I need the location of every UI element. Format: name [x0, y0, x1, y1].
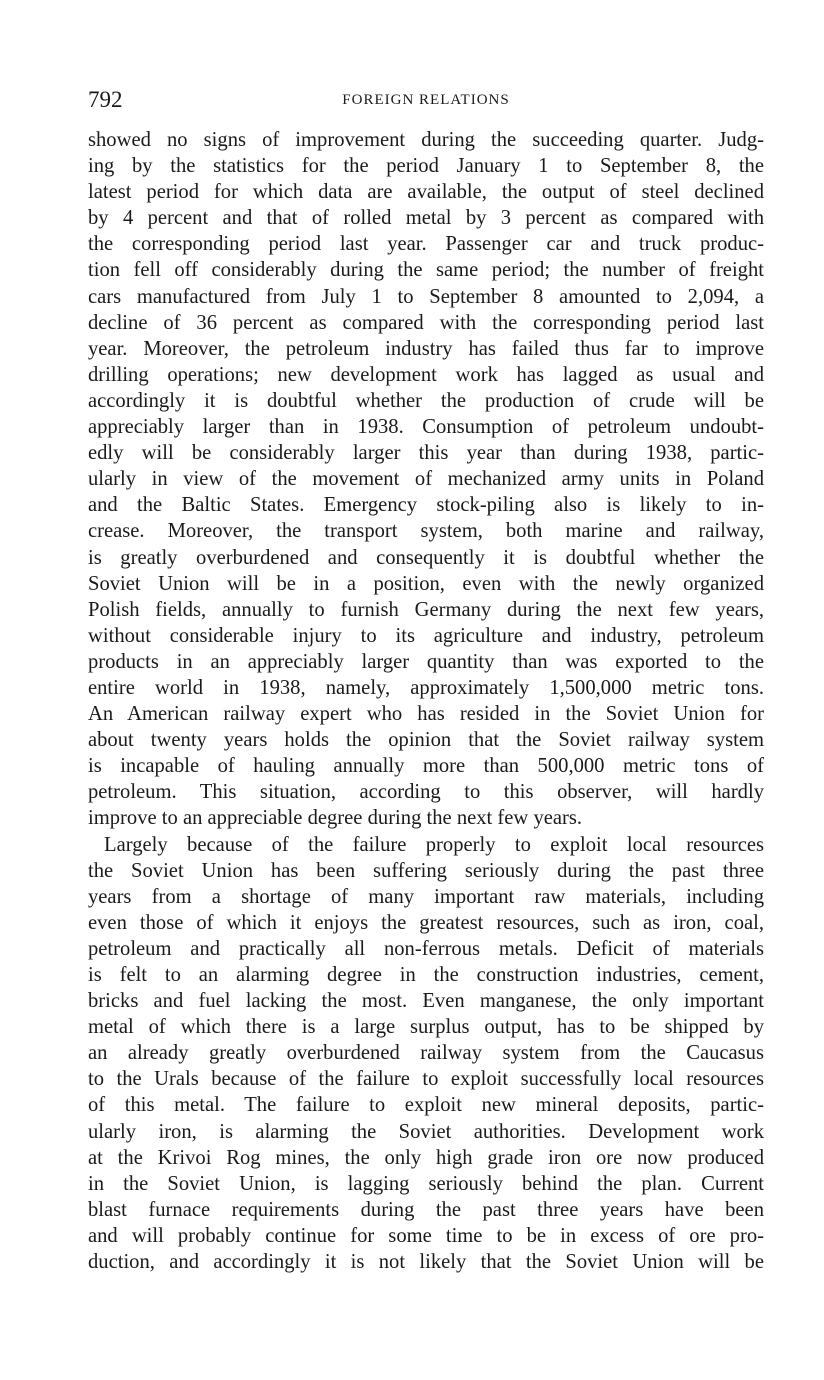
text-line: about twenty years holds the opinion that the Soviet railway system — [88, 729, 764, 752]
page-number: 792 — [88, 87, 123, 112]
text-line: improve to an appreciable degree during the next few years. — [88, 807, 583, 830]
text-line: metal of which there is a large surplus output, has to be shipped by — [88, 1016, 764, 1039]
text-line: edly will be considerably larger this year than during 1938, partic- — [88, 442, 764, 465]
text-line: showed no signs of improvement during the succeeding quarter. Judg- — [88, 129, 764, 151]
text-line: the corresponding period last year. Passenger car and truck produc- — [88, 233, 764, 256]
text-line: duction, and accordingly it is not likely that the Soviet Union will be — [88, 1251, 764, 1274]
text-line: is incapable of hauling annually more than 500,000 metric tons of — [88, 755, 764, 778]
text-line: even those of which it enjoys the greatest resources, such as iron, coal, — [88, 911, 764, 934]
text-line: products in an appreciably larger quantity than was exported to the — [88, 650, 764, 673]
text-line: the Soviet Union has been suffering seriously during the past three — [88, 859, 764, 882]
text-line: without considerable injury to its agriculture and industry, petroleum — [88, 624, 764, 647]
text-line: Soviet Union will be in a position, even with the newly organized — [88, 572, 764, 595]
text-line: latest period for which data are available, the output of steel declined — [88, 181, 764, 204]
text-line: decline of 36 percent as compared with the corresponding period last — [88, 311, 764, 334]
text-line: An American railway expert who has resided in the Soviet Union for — [88, 703, 764, 726]
text-line: years from a shortage of many important raw materials, including — [88, 885, 764, 908]
text-line: in the Soviet Union, is lagging seriously behind the plan. Current — [88, 1172, 764, 1195]
text-line: ing by the statistics for the period January 1 to September 8, the — [88, 155, 764, 178]
paragraph-1 — [88, 127, 764, 832]
text-line: entire world in 1938, namely, approximately 1,500,000 metric tons. — [88, 676, 764, 699]
paragraph-2 — [88, 832, 764, 1276]
text-line: appreciably larger than in 1938. Consumption of petroleum undoubt- — [88, 416, 764, 439]
text-line: is felt to an alarming degree in the construction industries, cement, — [88, 964, 764, 986]
text-line: of this metal. The failure to exploit new mineral deposits, partic- — [88, 1094, 764, 1117]
text-line: year. Moreover, the petroleum industry has failed thus far to improve — [88, 337, 764, 360]
text-line: at the Krivoi Rog mines, the only high grade iron ore now produced — [88, 1146, 764, 1169]
text-line: drilling operations; new development work has lagged as usual and — [88, 363, 764, 386]
running-head: FOREIGN RELATIONS — [342, 92, 510, 108]
text-line: Polish fields, annually to furnish Germany during the next few years, — [88, 598, 764, 621]
text-line: petroleum and practically all non-ferrous metals. Deficit of materials — [88, 937, 764, 960]
text-line: ularly in view of the movement of mechanized army units in Poland — [88, 468, 764, 491]
text-line: bricks and fuel lacking the most. Even manganese, the only important — [88, 990, 764, 1013]
text-line: and the Baltic States. Emergency stock-piling also is likely to in- — [88, 494, 764, 517]
body-text — [88, 127, 764, 1275]
text-line: by 4 percent and that of rolled metal by 3 percent as compared with — [88, 207, 764, 230]
text-line: Largely because of the failure properly to exploit local resources — [104, 833, 764, 856]
text-line: and will probably continue for some time to be in excess of ore pro- — [88, 1224, 764, 1247]
text-line: crease. Moreover, the transport system, both marine and railway, — [88, 520, 764, 543]
text-line: accordingly it is doubtful whether the production of crude will be — [88, 389, 764, 412]
text-line: cars manufactured from July 1 to September 8 amounted to 2,094, a — [88, 285, 764, 308]
page-header — [88, 86, 764, 114]
text-line: tion fell off considerably during the same period; the number of freight — [88, 259, 764, 282]
text-line: to the Urals because of the failure to exploit successfully local resources — [88, 1068, 764, 1091]
text-line: ularly iron, is alarming the Soviet authorities. Development work — [88, 1120, 764, 1143]
text-line: an already greatly overburdened railway system from the Caucasus — [88, 1042, 764, 1065]
text-line: blast furnace requirements during the past three years have been — [88, 1198, 764, 1221]
text-line: petroleum. This situation, according to this observer, will hardly — [88, 781, 764, 804]
text-line: is greatly overburdened and consequently it is doubtful whether the — [88, 546, 764, 569]
